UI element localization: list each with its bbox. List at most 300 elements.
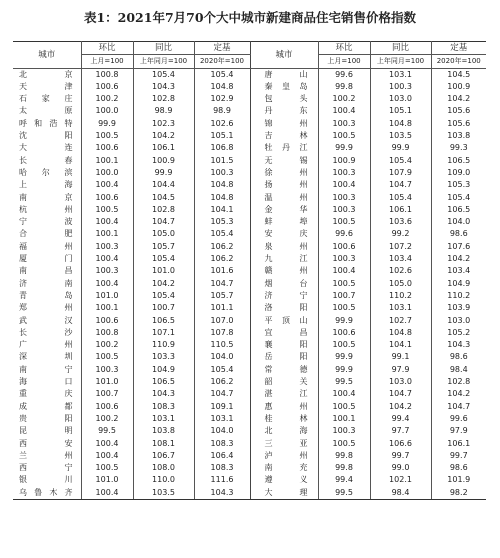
city-cell-right: 湛 江 [250, 388, 318, 400]
city-cell: 广 州 [13, 339, 81, 351]
mom-cell-right: 100.5 [318, 438, 370, 450]
base-cell: 101.1 [194, 302, 250, 314]
yoy-cell: 108.0 [133, 462, 194, 474]
mom-cell-right: 100.4 [318, 265, 370, 277]
mom-cell: 100.1 [81, 302, 133, 314]
base-cell-right: 97.9 [449, 426, 468, 436]
yoy-cell: 110.9 [133, 339, 194, 351]
yoy-cell-right: 105.4 [370, 192, 431, 204]
city-header: 城市 [13, 42, 81, 69]
city-cell: 贵 阳 [13, 413, 81, 425]
mom-cell-right: 99.8 [318, 81, 370, 93]
mom-cell: 100.4 [81, 438, 133, 450]
city-cell-right: 洛 阳 [250, 302, 318, 314]
mom-cell: 99.9 [81, 118, 133, 130]
city-cell-right: 九 江 [250, 253, 318, 265]
mom-cell-right: 100.3 [318, 118, 370, 130]
mom-cell-right: 100.6 [318, 327, 370, 339]
mom-cell: 100.2 [81, 339, 133, 351]
base-cell: 101.6 [194, 265, 250, 277]
base-cell-right: 104.2 [447, 94, 471, 104]
mom-cell-right: 100.5 [318, 130, 370, 142]
city-cell-right: 南 充 [250, 462, 318, 474]
mom-cell: 100.4 [81, 253, 133, 265]
yoy-cell: 98.9 [133, 105, 194, 117]
table-row [13, 253, 486, 265]
city-cell: 南 宁 [13, 364, 81, 376]
yoy-cell-right: 98.4 [370, 487, 431, 500]
base-cell: 102.9 [194, 93, 250, 105]
city-cell-right: 徐 州 [250, 167, 318, 179]
city-cell-right: 平顶山 [250, 315, 318, 327]
mom-subheader-right: 上月=100 [318, 55, 370, 68]
base-cell: 101.5 [194, 155, 250, 167]
base-cell-right: 110.2 [447, 290, 471, 300]
table-row [13, 68, 486, 81]
city-cell-right: 安 庆 [250, 228, 318, 240]
yoy-cell-right: 107.9 [370, 167, 431, 179]
yoy-cell-right: 104.7 [370, 388, 431, 400]
base-cell-right: 103.8 [447, 131, 471, 141]
mom-cell-right: 100.5 [318, 339, 370, 351]
mom-cell-right: 100.5 [318, 401, 370, 413]
mom-subheader: 上月=100 [81, 55, 133, 68]
mom-cell-right: 100.3 [318, 204, 370, 216]
city-cell: 西 安 [13, 438, 81, 450]
mom-cell-right: 99.6 [318, 228, 370, 240]
city-cell: 南 昌 [13, 265, 81, 277]
city-cell-right: 宜 昌 [250, 327, 318, 339]
mom-cell-right: 100.5 [318, 302, 370, 314]
base-cell-right: 101.9 [447, 475, 471, 485]
base-cell-right: 104.3 [447, 340, 471, 350]
table-body [13, 68, 486, 499]
city-cell-right: 唐 山 [250, 68, 318, 81]
mom-cell-right: 100.1 [318, 413, 370, 425]
city-cell-right: 丹 东 [250, 105, 318, 117]
city-cell: 乌鲁木齐 [13, 487, 81, 500]
base-cell: 100.3 [194, 167, 250, 179]
base-cell-right: 109.0 [447, 167, 471, 177]
base-cell-right: 98.6 [449, 352, 468, 362]
yoy-cell-right: 107.2 [370, 241, 431, 253]
city-cell-right: 岳 阳 [250, 351, 318, 363]
mom-cell-right: 100.3 [318, 425, 370, 437]
yoy-cell: 107.1 [133, 327, 194, 339]
table-row [13, 364, 486, 376]
yoy-header: 同比 [133, 42, 194, 55]
mom-cell: 100.6 [81, 401, 133, 413]
base-cell: 105.3 [194, 216, 250, 228]
city-cell: 重 庆 [13, 388, 81, 400]
yoy-cell: 102.8 [133, 93, 194, 105]
yoy-cell: 106.5 [133, 315, 194, 327]
base-header: 定基 [194, 42, 250, 55]
city-header-right: 城市 [250, 42, 318, 69]
city-cell: 郑 州 [13, 302, 81, 314]
city-cell-right: 大 理 [250, 487, 318, 500]
yoy-cell-right: 102.1 [370, 474, 431, 486]
city-cell-right: 遵 义 [250, 474, 318, 486]
mom-cell: 100.6 [81, 315, 133, 327]
city-cell: 青 岛 [13, 290, 81, 302]
mom-cell: 101.0 [81, 376, 133, 388]
base-cell-right: 104.2 [447, 254, 471, 264]
city-cell: 太 原 [13, 105, 81, 117]
table-title: 表1：2021年7月70个大中城市新建商品住宅销售价格指数 [83, 10, 417, 25]
table-row [13, 438, 486, 450]
yoy-cell: 108.3 [133, 401, 194, 413]
city-cell: 深 圳 [13, 351, 81, 363]
city-cell: 武 汉 [13, 315, 81, 327]
yoy-cell: 103.3 [133, 351, 194, 363]
city-cell-right: 秦皇岛 [250, 81, 318, 93]
table-row [13, 388, 486, 400]
yoy-cell-right: 102.7 [370, 315, 431, 327]
yoy-cell: 103.8 [133, 425, 194, 437]
base-cell-right: 103.4 [447, 266, 471, 276]
table-row [13, 351, 486, 363]
mom-cell: 100.0 [81, 105, 133, 117]
city-cell: 兰 州 [13, 450, 81, 462]
yoy-cell: 104.3 [133, 81, 194, 93]
yoy-cell-right: 99.2 [370, 228, 431, 240]
table-row [13, 487, 486, 500]
mom-cell-right: 99.9 [318, 364, 370, 376]
mom-cell-right: 99.9 [318, 142, 370, 154]
city-cell: 呼和浩特 [13, 118, 81, 130]
city-cell: 沈 阳 [13, 130, 81, 142]
mom-cell-right: 100.3 [318, 167, 370, 179]
base-cell: 104.0 [194, 351, 250, 363]
base-cell-right: 98.6 [449, 463, 468, 473]
base-cell: 107.8 [194, 327, 250, 339]
city-cell: 哈尔滨 [13, 167, 81, 179]
mom-cell: 100.8 [81, 68, 133, 81]
price-index-table [13, 41, 486, 500]
mom-cell: 100.4 [81, 179, 133, 191]
city-cell: 长 春 [13, 155, 81, 167]
yoy-cell-right: 106.1 [370, 204, 431, 216]
yoy-cell-right: 103.0 [370, 376, 431, 388]
mom-cell: 100.3 [81, 265, 133, 277]
base-cell-right: 99.6 [449, 413, 468, 423]
base-cell: 108.3 [194, 438, 250, 450]
city-cell: 合 肥 [13, 228, 81, 240]
yoy-cell: 105.0 [133, 228, 194, 240]
yoy-cell-right: 106.6 [370, 438, 431, 450]
mom-cell-right: 100.2 [318, 93, 370, 105]
yoy-cell: 105.4 [133, 253, 194, 265]
yoy-cell: 99.9 [133, 167, 194, 179]
city-cell-right: 三 亚 [250, 438, 318, 450]
base-cell: 106.8 [194, 142, 250, 154]
base-cell-right: 107.6 [447, 241, 471, 251]
city-cell-right: 赣 州 [250, 265, 318, 277]
yoy-subheader-right: 上年同月=100 [370, 55, 431, 68]
yoy-cell-right: 97.7 [370, 425, 431, 437]
city-cell: 西 宁 [13, 462, 81, 474]
city-cell: 南 京 [13, 192, 81, 204]
yoy-cell: 105.7 [133, 241, 194, 253]
yoy-cell-right: 104.8 [370, 118, 431, 130]
base-cell-right: 105.3 [447, 180, 471, 190]
mom-cell: 100.7 [81, 388, 133, 400]
mom-cell: 101.0 [81, 290, 133, 302]
mom-cell-right: 100.5 [318, 278, 370, 290]
mom-cell-right: 99.5 [318, 376, 370, 388]
city-cell-right: 北 海 [250, 425, 318, 437]
yoy-cell-right: 103.5 [370, 130, 431, 142]
mom-cell: 100.5 [81, 204, 133, 216]
yoy-cell: 104.4 [133, 179, 194, 191]
base-cell: 98.9 [194, 105, 250, 117]
yoy-cell: 104.9 [133, 364, 194, 376]
yoy-cell-right: 104.7 [370, 179, 431, 191]
base-cell: 103.1 [194, 413, 250, 425]
mom-cell: 100.3 [81, 241, 133, 253]
base-cell: 109.1 [194, 401, 250, 413]
city-cell: 宁 波 [13, 216, 81, 228]
city-cell: 成 都 [13, 401, 81, 413]
yoy-subheader: 上年同月=100 [133, 55, 194, 68]
base-cell-right: 98.6 [449, 229, 468, 239]
yoy-cell: 104.7 [133, 216, 194, 228]
yoy-cell-right: 99.0 [370, 462, 431, 474]
table-row [13, 241, 486, 253]
base-cell-right: 105.4 [447, 192, 471, 202]
mom-cell: 101.0 [81, 474, 133, 486]
base-cell-right: 106.5 [447, 155, 471, 165]
table-row [13, 216, 486, 228]
header-row-2 [13, 55, 486, 68]
base-cell: 104.8 [194, 81, 250, 93]
mom-header-right: 环比 [318, 42, 370, 55]
base-cell-right: 104.0 [447, 217, 471, 227]
table-row [13, 290, 486, 302]
table-row [13, 401, 486, 413]
city-cell: 济 南 [13, 278, 81, 290]
base-cell-right: 106.1 [447, 438, 471, 448]
mom-cell-right: 99.4 [318, 474, 370, 486]
base-cell: 105.4 [194, 68, 250, 81]
mom-cell: 100.4 [81, 487, 133, 500]
mom-cell-right: 99.8 [318, 462, 370, 474]
base-cell-right: 105.6 [447, 118, 471, 128]
city-cell-right: 锦 州 [250, 118, 318, 130]
base-cell: 105.4 [194, 364, 250, 376]
base-cell: 106.4 [194, 450, 250, 462]
yoy-cell-right: 99.4 [370, 413, 431, 425]
base-cell: 104.7 [194, 388, 250, 400]
yoy-cell-right: 99.9 [370, 142, 431, 154]
yoy-cell: 101.0 [133, 265, 194, 277]
yoy-cell-right: 99.1 [370, 351, 431, 363]
city-cell-right: 济 宁 [250, 290, 318, 302]
city-cell-right: 泉 州 [250, 241, 318, 253]
base-cell-right: 105.2 [447, 327, 471, 337]
yoy-cell-right: 105.4 [370, 155, 431, 167]
table-row [13, 105, 486, 117]
mom-cell-right: 99.5 [318, 487, 370, 500]
base-cell: 106.2 [194, 241, 250, 253]
city-cell-right: 温 州 [250, 192, 318, 204]
mom-cell: 100.6 [81, 192, 133, 204]
base-subheader-right: 2020年=100 [431, 55, 486, 68]
base-cell-right: 104.7 [447, 401, 471, 411]
table-row [13, 142, 486, 154]
yoy-cell-right: 105.0 [370, 278, 431, 290]
base-cell: 104.8 [194, 179, 250, 191]
base-cell-right: 104.5 [447, 69, 471, 79]
city-cell: 天 津 [13, 81, 81, 93]
yoy-cell: 104.2 [133, 130, 194, 142]
mom-cell-right: 100.7 [318, 290, 370, 302]
yoy-cell-right: 105.1 [370, 105, 431, 117]
mom-cell: 100.5 [81, 351, 133, 363]
yoy-cell: 104.5 [133, 192, 194, 204]
yoy-cell-right: 104.8 [370, 327, 431, 339]
base-cell: 111.6 [194, 474, 250, 486]
yoy-cell: 106.7 [133, 450, 194, 462]
city-cell-right: 包 头 [250, 93, 318, 105]
mom-cell: 100.3 [81, 364, 133, 376]
yoy-cell: 104.2 [133, 278, 194, 290]
base-cell: 105.7 [194, 290, 250, 302]
base-cell-right: 99.7 [449, 450, 468, 460]
mom-cell-right: 100.4 [318, 179, 370, 191]
yoy-cell-right: 103.1 [370, 302, 431, 314]
yoy-cell: 110.0 [133, 474, 194, 486]
mom-cell: 99.5 [81, 425, 133, 437]
city-cell: 上 海 [13, 179, 81, 191]
yoy-cell-right: 97.9 [370, 364, 431, 376]
city-cell: 石家庄 [13, 93, 81, 105]
yoy-cell: 105.4 [133, 68, 194, 81]
base-cell-right: 103.0 [447, 315, 471, 325]
city-cell-right: 吉 林 [250, 130, 318, 142]
yoy-cell: 106.1 [133, 142, 194, 154]
city-cell-right: 扬 州 [250, 179, 318, 191]
yoy-cell-right: 104.1 [370, 339, 431, 351]
yoy-cell-right: 99.7 [370, 450, 431, 462]
table-row [13, 413, 486, 425]
table-row [13, 265, 486, 277]
city-cell: 银 川 [13, 474, 81, 486]
city-cell-right: 桂 林 [250, 413, 318, 425]
yoy-cell-right: 103.1 [370, 68, 431, 81]
mom-cell: 100.0 [81, 167, 133, 179]
mom-cell: 100.4 [81, 450, 133, 462]
mom-cell: 100.2 [81, 93, 133, 105]
table-row [13, 450, 486, 462]
yoy-cell-right: 110.2 [370, 290, 431, 302]
base-cell: 104.3 [194, 487, 250, 500]
city-cell-right: 烟 台 [250, 278, 318, 290]
city-cell: 福 州 [13, 241, 81, 253]
yoy-cell-right: 104.2 [370, 401, 431, 413]
yoy-header-right: 同比 [370, 42, 431, 55]
base-cell-right: 105.6 [447, 106, 471, 116]
mom-cell-right: 99.6 [318, 68, 370, 81]
base-cell-right: 100.9 [447, 81, 471, 91]
yoy-cell: 102.3 [133, 118, 194, 130]
yoy-cell: 102.8 [133, 204, 194, 216]
mom-cell: 100.5 [81, 130, 133, 142]
base-cell-right: 104.2 [447, 389, 471, 399]
city-cell-right: 襄 阳 [250, 339, 318, 351]
table-row [13, 278, 486, 290]
city-cell: 长 沙 [13, 327, 81, 339]
mom-cell: 100.1 [81, 228, 133, 240]
base-cell: 104.0 [194, 425, 250, 437]
base-cell: 102.6 [194, 118, 250, 130]
mom-cell-right: 100.4 [318, 388, 370, 400]
city-cell: 杭 州 [13, 204, 81, 216]
yoy-cell: 105.4 [133, 290, 194, 302]
city-cell: 海 口 [13, 376, 81, 388]
city-cell: 北 京 [13, 68, 81, 81]
yoy-cell: 103.1 [133, 413, 194, 425]
city-cell: 昆 明 [13, 425, 81, 437]
yoy-cell: 103.5 [133, 487, 194, 500]
table-row [13, 228, 486, 240]
city-cell-right: 无 锡 [250, 155, 318, 167]
table-row [13, 81, 486, 93]
table-row [13, 474, 486, 486]
city-cell-right: 韶 关 [250, 376, 318, 388]
table-row [13, 192, 486, 204]
base-cell-right: 102.8 [447, 377, 471, 387]
city-cell-right: 常 德 [250, 364, 318, 376]
mom-cell: 100.5 [81, 462, 133, 474]
city-cell: 大 连 [13, 142, 81, 154]
table-row [13, 130, 486, 142]
base-cell-right: 106.5 [447, 204, 471, 214]
table-row [13, 204, 486, 216]
mom-cell: 100.6 [81, 142, 133, 154]
yoy-cell-right: 100.3 [370, 81, 431, 93]
base-cell-right: 103.9 [447, 303, 471, 313]
base-cell-right: 98.4 [449, 364, 468, 374]
mom-cell-right: 100.5 [318, 216, 370, 228]
base-subheader: 2020年=100 [194, 55, 250, 68]
table-row [13, 315, 486, 327]
mom-cell-right: 99.9 [318, 351, 370, 363]
base-cell: 105.4 [194, 228, 250, 240]
city-cell: 厦 门 [13, 253, 81, 265]
yoy-cell: 104.3 [133, 388, 194, 400]
base-cell: 104.8 [194, 192, 250, 204]
mom-cell: 100.4 [81, 216, 133, 228]
mom-cell-right: 99.8 [318, 450, 370, 462]
mom-cell: 100.8 [81, 327, 133, 339]
mom-cell: 100.4 [81, 278, 133, 290]
mom-cell-right: 100.3 [318, 253, 370, 265]
table-row [13, 167, 486, 179]
base-cell: 104.7 [194, 278, 250, 290]
yoy-cell: 100.9 [133, 155, 194, 167]
city-cell-right: 蚌 埠 [250, 216, 318, 228]
base-cell: 104.1 [194, 204, 250, 216]
mom-cell: 100.6 [81, 81, 133, 93]
base-cell: 106.2 [194, 376, 250, 388]
yoy-cell: 100.7 [133, 302, 194, 314]
mom-cell: 100.2 [81, 413, 133, 425]
table-row [13, 327, 486, 339]
base-cell-right: 98.2 [431, 487, 486, 500]
table-row [13, 118, 486, 130]
